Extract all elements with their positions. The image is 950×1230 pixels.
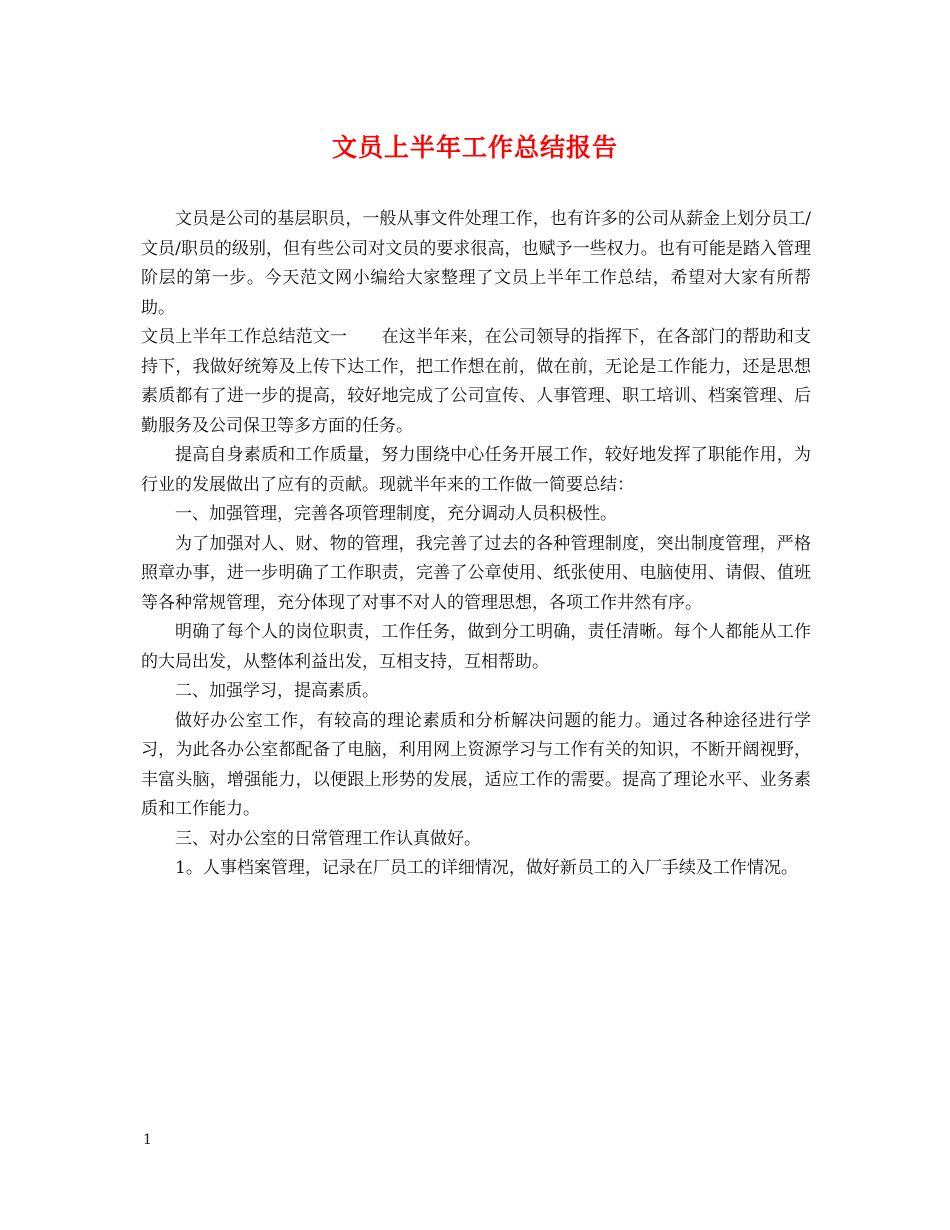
- paragraph-sample-one: 文员上半年工作总结范文一 在这半年来，在公司领导的指挥下，在各部门的帮助和支持下，我做好统筹及上传下达工作，把工作想在前，做在前，无论是工作能力，还是思想素质都有了进一步的提高，较好地完成了公司宣传、人事管理、职工培训、档案管理、后勤服务及公司保卫等多方面的任务。: [141, 327, 811, 436]
- document-body: [141, 205, 811, 884]
- paragraph-study: 做好办公室工作，有较高的理论素质和分析解决问题的能力。通过各种途径进行学习，为此各办公室都配备了电脑，利用网上资源学习与工作有关的知识，不断开阔视野，丰富头脑，增强能力，以便跟上形势的发展，适应工作的需要。提高了理论水平、业务素质和工作能力。: [141, 710, 811, 819]
- paragraph-management: 为了加强对人、财、物的管理，我完善了过去的各种管理制度，突出制度管理，严格照章办事，进一步明确了工作职责，完善了公章使用、纸张使用、电脑使用、请假、值班等各种常规管理，充分体现了对事不对人的管理思想，各项工作井然有序。: [141, 533, 811, 613]
- paragraph-personnel-files: 1。人事档案管理，记录在厂员工的详细情况，做好新员工的入厂手续及工作情况。: [175, 858, 798, 878]
- heading-section-one: 一、加强管理，完善各项管理制度，充分调动人员积极性。: [175, 504, 617, 524]
- paragraph-responsibilities: 明确了每个人的岗位职责，工作任务，做到分工明确，责任清晰。每个人都能从工作的大局出发，从整体利益出发，互相支持，互相帮助。: [141, 622, 811, 672]
- page-number: 1: [143, 1132, 152, 1148]
- paragraph-intro: 文员是公司的基层职员，一般从事文件处理工作，也有许多的公司从薪金上划分员工/文员/职员的级别，但有些公司对文员的要求很高，也赋予一些权力。也有可能是踏入管理阶层的第一步。今天范文网小编给大家整理了文员上半年工作总结，希望对大家有所帮助。: [141, 209, 811, 318]
- document-title: 文员上半年工作总结报告: [331, 133, 618, 162]
- paragraph-quality: 提高自身素质和工作质量，努力围绕中心任务开展工作，较好地发挥了职能作用，为行业的发展做出了应有的贡献。现就半年来的工作做一简要总结：: [141, 445, 811, 495]
- heading-section-two: 二、加强学习，提高素质。: [175, 681, 379, 701]
- heading-section-three: 三、对办公室的日常管理工作认真做好。: [175, 828, 481, 849]
